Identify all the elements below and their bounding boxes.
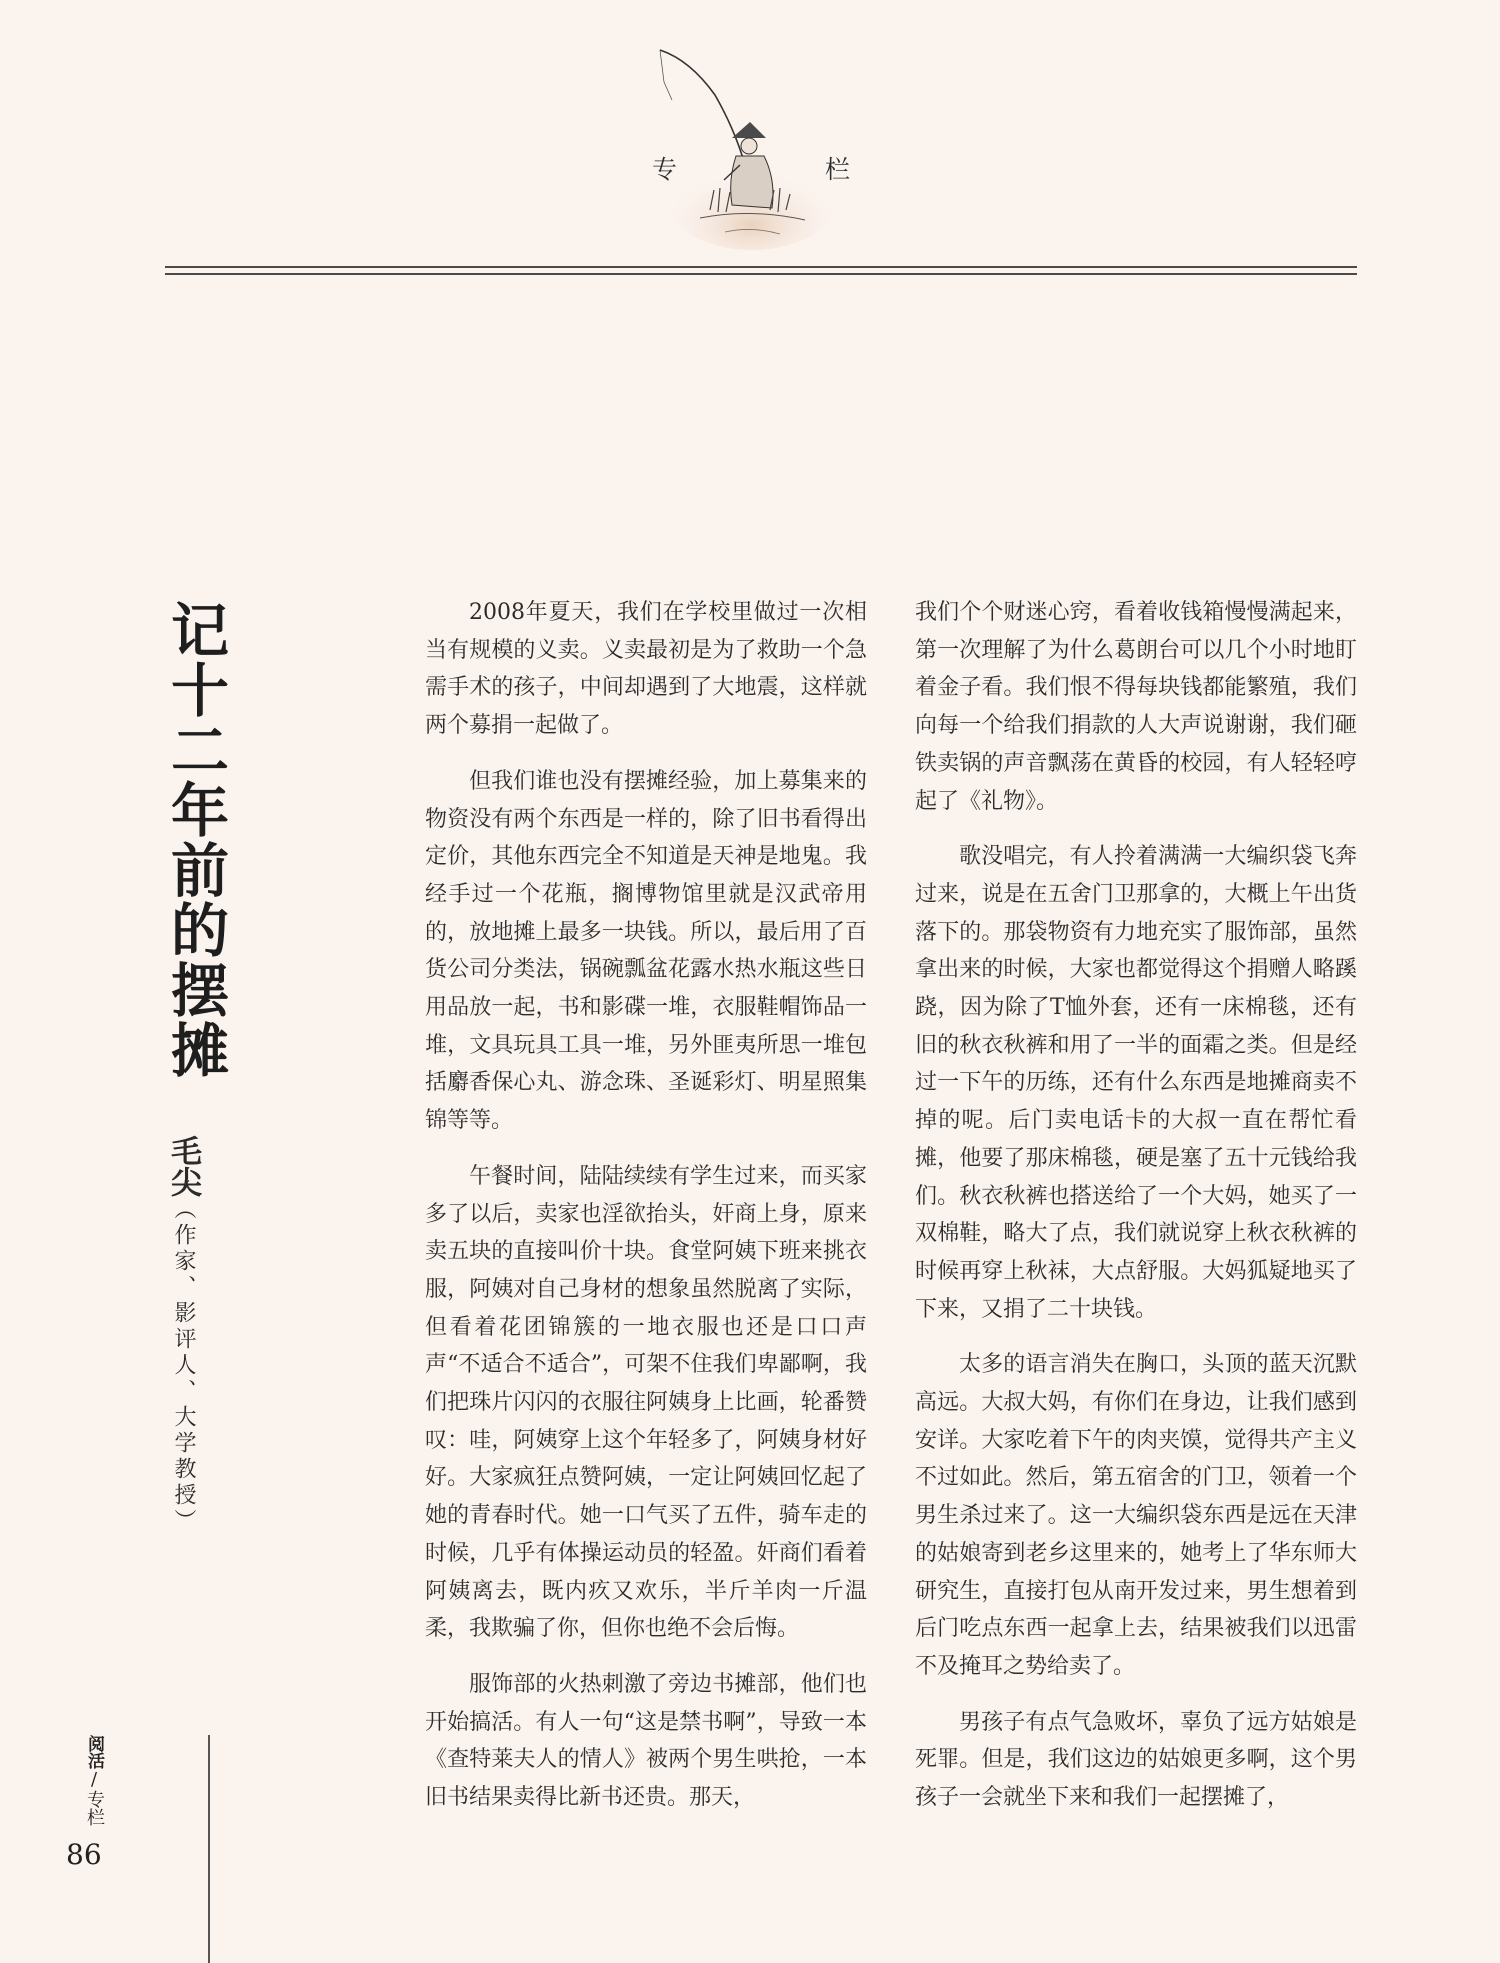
fisherman-illustration-icon xyxy=(640,40,860,250)
article-title: 记十二年前的摆摊 xyxy=(161,600,229,1080)
header-rule-secondary xyxy=(165,273,1357,275)
author-byline xyxy=(162,1135,206,1535)
footer-brand: 阅活 xyxy=(84,1735,104,1769)
article-column-left xyxy=(425,594,867,1835)
header-rule xyxy=(165,266,1357,268)
paragraph: 午餐时间，陆陆续续有学生过来，而买家多了以后，卖家也淫欲抬头，奸商上身，原来卖五块的直接叫价十块。食堂阿姨下班来挑衣服，阿姨对自己身材的想象虽然脱离了实际，但看着花团锦簇的一地衣服也还是口口声声“不适合不适合”，可架不住我们卑鄙啊，我们把珠片闪闪的衣服往阿姨身上比画，轮番赞叹：哇，阿姨穿上这个年轻多了，阿姨身材好好。大家疯狂点赞阿姨，一定让阿姨回忆起了她的青春时代。她一口气买了五件，骑车走的时候，几乎有体操运动员的轻盈。奸商们看着阿姨离去，既内疚又欢乐，半斤羊肉一斤温柔，我欺骗了你，但你也绝不会后悔。 xyxy=(425,1163,867,1642)
paragraph: 服饰部的火热刺激了旁边书摊部，他们也开始搞活。有人一句“这是禁书啊”，导致一本《查特莱夫人的情人》被两个男生哄抢，一本旧书结果卖得比新书还贵。那天， xyxy=(425,1671,867,1811)
paragraph: 我们个个财迷心窍，看着收钱箱慢慢满起来，第一次理解了为什么葛朗台可以几个小时地盯着金子看。我们恨不得每块钱都能繁殖，我们向每一个给我们捐款的人大声说谢谢，我们砸铁卖锅的声音飘荡在黄昏的校园，有人轻轻哼起了《礼物》。 xyxy=(915,600,1357,814)
footer-slash: / xyxy=(90,1769,98,1790)
footer-divider xyxy=(208,1735,210,1963)
paragraph: 歌没唱完，有人拎着满满一大编织袋飞奔过来，说是在五舍门卫那拿的，大概上午出货落下的。那袋物资有力地充实了服饰部，虽然拿出来的时候，大家也都觉得这个捐赠人略蹊跷，因为除了T恤外套，还有一床棉毯，还有旧的秋衣秋裤和用了一半的面霜之类。但是经过一下午的历练，还有什么东西是地摊商卖不掉的呢。后门卖电话卡的大叔一直在帮忙看摊，他要了那床棉毯，硬是塞了五十元钱给我们。秋衣秋裤也搭送给了一个大妈，她买了一双棉鞋，略大了点，我们就说穿上秋衣秋裤的时候再穿上秋袜，大点舒服。大妈狐疑地买了下来，又捐了二十块钱。 xyxy=(915,844,1357,1322)
page-number: 86 xyxy=(66,1838,102,1871)
footer-section: 专栏 xyxy=(84,1790,105,1826)
paragraph: 男孩子有点气急败坏，辜负了远方姑娘是死罪。但是，我们这边的姑娘更多啊，这个男孩子一会就坐下来和我们一起摆摊了， xyxy=(915,1709,1357,1811)
article-column-right xyxy=(915,594,1357,1835)
author-name: 毛尖 xyxy=(165,1135,201,1197)
header-char-lan: 栏 xyxy=(825,155,851,184)
paragraph: 太多的语言消失在胸口，头顶的蓝天沉默高远。大叔大妈，有你们在身边，让我们感到安详。大家吃着下午的肉夹馍，觉得共产主义不过如此。然后，第五宿舍的门卫，领着一个男生杀过来了。这一大编织袋东西是远在天津的姑娘寄到老乡这里来的，她考上了华东师大研究生，直接打包从南开发过来，男生想着到后门吃点东西一起拿上去，结果被我们以迅雷不及掩耳之势给卖了。 xyxy=(915,1352,1357,1679)
footer-section-label xyxy=(71,1735,107,1826)
paragraph: 但我们谁也没有摆摊经验，加上募集来的物资没有两个东西是一样的，除了旧书看得出定价，其他东西完全不知道是天神是地鬼。我经手过一个花瓶，搁博物馆里就是汉武帝用的，放地摊上最多一块钱。所以，最后用了百货公司分类法，锅碗瓢盆花露水热水瓶这些日用品放一起，书和影碟一堆，衣服鞋帽饰品一堆，文具玩具工具一堆，另外匪夷所思一堆包括麝香保心丸、游念珠、圣诞彩灯、明星照集锦等等。 xyxy=(425,768,867,1134)
header-char-zhuan: 专 xyxy=(652,155,678,184)
author-description: （作家、影评人、大学教授） xyxy=(171,1197,196,1535)
paragraph: 2008年夏天，我们在学校里做过一次相当有规模的义卖。义卖最初是为了救助一个急需手术的孩子，中间却遇到了大地震，这样就两个募捐一起做了。 xyxy=(425,600,867,739)
